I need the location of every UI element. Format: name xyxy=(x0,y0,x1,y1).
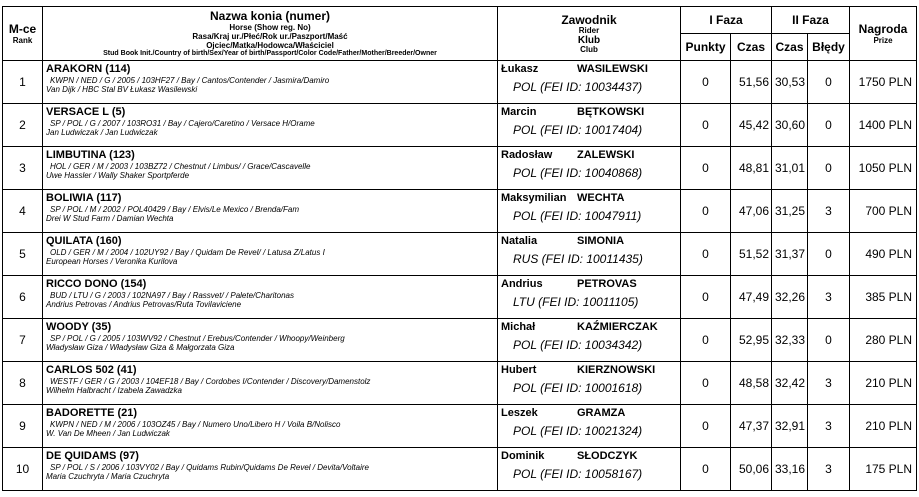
rank-header-label: M-ce xyxy=(8,22,37,36)
rider-cell xyxy=(498,362,681,405)
rider-cell xyxy=(498,276,681,319)
time1-cell: 47,37 xyxy=(731,405,772,448)
horse-name-line xyxy=(46,106,494,119)
time1-cell: 52,95 xyxy=(731,319,772,362)
horse-cell xyxy=(43,233,498,276)
time2-cell: 30,53 xyxy=(772,61,808,104)
horse-header-line4: Stud Book Init./Country of birth/Sex/Year of birth/Passport/Color Code/Father/Mother/Breeder/Owner xyxy=(103,49,437,57)
points-cell: 0 xyxy=(681,147,731,190)
horse-details: WESTF / GER / G / 2003 / 104EF18 / Bay / Cordobes I/Contender / Discovery/Damenstolz xyxy=(50,377,371,386)
faults-cell: 0 xyxy=(808,233,850,276)
time2-header: Czas xyxy=(772,34,808,61)
horse-name-line xyxy=(46,63,494,76)
rider-first-name: Marcin xyxy=(501,106,537,118)
rank-cell: 2 xyxy=(3,104,43,147)
rider-nationality: POL (FEI ID: 10034437) xyxy=(513,80,643,94)
prize-header xyxy=(850,7,917,61)
rank-cell: 4 xyxy=(3,190,43,233)
prize-header-label: Nagroda xyxy=(858,22,908,36)
horse-cell xyxy=(43,61,498,104)
faults-cell: 3 xyxy=(808,405,850,448)
rider-nationality: RUS (FEI ID: 10011435) xyxy=(513,252,643,266)
rider-last-name: WASILEWSKI xyxy=(577,63,648,75)
rank-cell: 7 xyxy=(3,319,43,362)
prize-header-en: Prize xyxy=(873,36,893,45)
faults-cell: 0 xyxy=(808,147,850,190)
rider-name xyxy=(501,192,677,205)
rider-first-name: Radosław xyxy=(501,149,553,161)
horse-name: BOLIWIA xyxy=(46,192,94,204)
faults-cell: 0 xyxy=(808,104,850,147)
table-row xyxy=(3,448,917,491)
rider-cell xyxy=(498,448,681,491)
horse-number: (5) xyxy=(111,106,126,118)
horse-breeder-owner: Van Dijk / HBC Stal BV Łukasz Wasilewski xyxy=(46,85,198,94)
prize-cell: 210 PLN xyxy=(850,362,917,405)
rider-last-name: SIMONIA xyxy=(577,235,625,247)
horse-cell xyxy=(43,362,498,405)
rank-cell: 3 xyxy=(3,147,43,190)
table-row xyxy=(3,276,917,319)
faults-cell: 0 xyxy=(808,61,850,104)
rider-name xyxy=(501,149,677,162)
time2-cell: 32,33 xyxy=(772,319,808,362)
horse-cell xyxy=(43,405,498,448)
horse-name: DE QUIDAMS xyxy=(46,450,117,462)
horse-header xyxy=(43,7,498,61)
rider-first-name: Łukasz xyxy=(501,63,539,75)
prize-cell: 210 PLN xyxy=(850,405,917,448)
horse-name: ARAKORN xyxy=(46,63,103,75)
phase1-header: I Faza xyxy=(681,7,772,34)
time1-cell: 51,56 xyxy=(731,61,772,104)
horse-name: QUILATA xyxy=(46,235,93,247)
horse-details: KWPN / NED / M / 2006 / 103OZ45 / Bay / Numero Uno/Libero H / Voila B/Nolisco xyxy=(50,420,341,429)
horse-breeder-owner: Drei W Stud Farm / Damian Wechta xyxy=(46,214,174,223)
table-row xyxy=(3,61,917,104)
horse-details: SP / POL / G / 2005 / 103WV92 / Chestnut / Erebus/Contender / Whoopy/Weinberg xyxy=(50,334,345,343)
horse-number: (41) xyxy=(116,364,137,376)
rider-cell xyxy=(498,147,681,190)
horse-header-line3a: Rasa/Kraj ur./Płeć/Rok ur./Paszport/Maść xyxy=(192,31,348,41)
horse-cell xyxy=(43,448,498,491)
rank-header xyxy=(3,7,43,61)
horse-details: SP / POL / G / 2007 / 103RO31 / Bay / Cajero/Caretino / Versace H/Orame xyxy=(50,119,315,128)
prize-cell: 490 PLN xyxy=(850,233,917,276)
rider-cell xyxy=(498,319,681,362)
horse-header-line3b: Ojciec/Matka/Hodowca/Właściciel xyxy=(206,40,334,50)
rider-last-name: ZALEWSKI xyxy=(577,149,635,161)
points-cell: 0 xyxy=(681,276,731,319)
rider-nationality: POL (FEI ID: 10017404) xyxy=(513,123,643,137)
rider-first-name: Andrius xyxy=(501,278,543,290)
horse-cell xyxy=(43,190,498,233)
horse-details: OLD / GER / M / 2004 / 102UY92 / Bay / Quidam De Revel/ / Latusa Z/Latus I xyxy=(50,248,325,257)
rank-cell: 8 xyxy=(3,362,43,405)
time1-cell: 50,06 xyxy=(731,448,772,491)
rank-cell: 5 xyxy=(3,233,43,276)
rider-header-title: Zawodnik xyxy=(561,12,617,27)
club-header-en: Club xyxy=(580,44,598,54)
horse-name: LIMBUTINA xyxy=(46,149,107,161)
rank-cell: 10 xyxy=(3,448,43,491)
club-header: Klub xyxy=(577,34,601,46)
horse-breeder-owner: Wilhelm Halbracht / Izabela Zawadzka xyxy=(46,386,182,395)
time1-cell: 48,81 xyxy=(731,147,772,190)
rider-first-name: Maksymilian xyxy=(501,192,567,204)
faults-cell: 3 xyxy=(808,362,850,405)
rider-nationality: POL (FEI ID: 10040868) xyxy=(513,166,643,180)
faults-cell: 3 xyxy=(808,276,850,319)
time1-cell: 51,52 xyxy=(731,233,772,276)
horse-header-sub: Horse (Show reg. No) xyxy=(229,22,311,32)
rider-name xyxy=(501,407,677,420)
time2-cell: 30,60 xyxy=(772,104,808,147)
rider-name xyxy=(501,278,677,291)
time2-cell: 31,25 xyxy=(772,190,808,233)
points-cell: 0 xyxy=(681,448,731,491)
points-cell: 0 xyxy=(681,104,731,147)
phase2-header: II Faza xyxy=(772,7,850,34)
horse-cell xyxy=(43,319,498,362)
horse-name: VERSACE L xyxy=(46,106,109,118)
horse-number: (21) xyxy=(117,407,138,419)
rider-cell xyxy=(498,61,681,104)
rider-last-name: SŁODCZYK xyxy=(577,450,638,462)
rider-last-name: PETROVAS xyxy=(577,278,637,290)
rider-name xyxy=(501,63,677,76)
horse-name-line xyxy=(46,407,494,420)
time1-cell: 47,06 xyxy=(731,190,772,233)
rider-name xyxy=(501,106,677,119)
faults-cell: 3 xyxy=(808,190,850,233)
horse-number: (97) xyxy=(119,450,139,462)
faults-cell: 3 xyxy=(808,448,850,491)
table-row xyxy=(3,362,917,405)
rider-cell xyxy=(498,233,681,276)
rider-first-name: Dominik xyxy=(501,450,545,462)
rider-header-en: Rider xyxy=(578,25,600,35)
rider-first-name: Natalia xyxy=(501,235,538,247)
rider-last-name: KAŹMIERCZAK xyxy=(577,321,658,333)
prize-cell: 1400 PLN xyxy=(850,104,917,147)
horse-name: CARLOS 502 xyxy=(46,364,114,376)
horse-name-line xyxy=(46,450,494,463)
rider-nationality: POL (FEI ID: 10034342) xyxy=(513,338,643,352)
time2-cell: 32,42 xyxy=(772,362,808,405)
rider-nationality: POL (FEI ID: 10058167) xyxy=(513,467,643,481)
rider-nationality: POL (FEI ID: 10001618) xyxy=(513,381,643,395)
rider-cell xyxy=(498,104,681,147)
horse-name-line xyxy=(46,364,494,377)
horse-number: (123) xyxy=(109,149,135,161)
horse-details: KWPN / NED / G / 2005 / 103HF27 / Bay / Cantos/Contender / Jasmira/Damiro xyxy=(50,76,330,85)
horse-details: HOL / GER / M / 2003 / 103BZ72 / Chestnut / Limbus/ / Grace/Cascavelle xyxy=(50,162,311,171)
rider-first-name: Michał xyxy=(501,321,536,333)
horse-name-line xyxy=(46,149,494,162)
time1-header: Czas xyxy=(731,34,772,61)
horse-number: (114) xyxy=(105,63,131,75)
faults-header: Błędy xyxy=(808,34,850,61)
rider-last-name: BĘTKOWSKI xyxy=(577,106,645,118)
points-cell: 0 xyxy=(681,61,731,104)
table-row xyxy=(3,319,917,362)
prize-cell: 385 PLN xyxy=(850,276,917,319)
rank-cell: 9 xyxy=(3,405,43,448)
rider-cell xyxy=(498,405,681,448)
points-cell: 0 xyxy=(681,233,731,276)
horse-breeder-owner: Maria Czuchryta / Maria Czuchryta xyxy=(46,472,170,481)
horse-name: WOODY xyxy=(46,321,89,333)
rider-last-name: WECHTA xyxy=(577,192,625,204)
rider-first-name: Hubert xyxy=(501,364,537,376)
rider-header xyxy=(498,7,681,61)
horse-number: (35) xyxy=(91,321,112,333)
table-row xyxy=(3,405,917,448)
horse-number: (117) xyxy=(96,192,122,204)
rider-nationality: LTU (FEI ID: 10011105) xyxy=(513,295,639,309)
faults-cell: 0 xyxy=(808,319,850,362)
rank-header-en: Rank xyxy=(12,36,33,45)
horse-name-line xyxy=(46,321,494,334)
horse-name: RICCO DONO xyxy=(46,278,118,290)
prize-cell: 280 PLN xyxy=(850,319,917,362)
time1-cell: 47,49 xyxy=(731,276,772,319)
rider-cell xyxy=(498,190,681,233)
rider-first-name: Leszek xyxy=(501,407,538,419)
rider-name xyxy=(501,235,677,248)
horse-name: BADORETTE xyxy=(46,407,115,419)
results-table xyxy=(2,6,917,491)
horse-breeder-owner: W. Van De Mheen / Jan Ludwiczak xyxy=(46,429,170,438)
rider-name xyxy=(501,321,677,334)
horse-details: SP / POL / M / 2002 / POL40429 / Bay / Elvis/Le Mexico / Brenda/Fam xyxy=(50,205,300,214)
horse-details: BUD / LTU / G / 2003 / 102NA97 / Bay / Rassvet/ / Palete/Charitonas xyxy=(50,291,294,300)
time1-cell: 48,58 xyxy=(731,362,772,405)
horse-details: SP / POL / S / 2006 / 103VY02 / Bay / Quidams Rubin/Quidams De Revel / Devita/Voltaire xyxy=(50,463,369,472)
horse-cell xyxy=(43,147,498,190)
rider-nationality: POL (FEI ID: 10047911) xyxy=(513,209,642,223)
table-row xyxy=(3,104,917,147)
horse-number: (154) xyxy=(120,278,147,290)
horse-name-line xyxy=(46,235,494,248)
points-cell: 0 xyxy=(681,319,731,362)
horse-number: (160) xyxy=(95,235,122,247)
horse-breeder-owner: Jan Ludwiczak / Jan Ludwiczak xyxy=(46,128,158,137)
horse-breeder-owner: European Horses / Veronika Kurilova xyxy=(46,257,178,266)
horse-cell xyxy=(43,276,498,319)
time2-cell: 32,91 xyxy=(772,405,808,448)
time2-cell: 31,37 xyxy=(772,233,808,276)
horse-name-line xyxy=(46,192,494,205)
horse-breeder-owner: Uwe Hassler / Wally Shaker Sportpferde xyxy=(46,171,190,180)
rider-last-name: KIERZNOWSKI xyxy=(577,364,656,376)
prize-cell: 175 PLN xyxy=(850,448,917,491)
time2-cell: 31,01 xyxy=(772,147,808,190)
time1-cell: 45,42 xyxy=(731,104,772,147)
horse-breeder-owner: Władysław Giza / Władysław Giza & Małgorzata Giza xyxy=(46,343,235,352)
points-cell: 0 xyxy=(681,362,731,405)
rank-cell: 6 xyxy=(3,276,43,319)
prize-cell: 700 PLN xyxy=(850,190,917,233)
rider-name xyxy=(501,364,677,377)
time2-cell: 33,16 xyxy=(772,448,808,491)
time2-cell: 32,26 xyxy=(772,276,808,319)
prize-cell: 1750 PLN xyxy=(850,61,917,104)
horse-cell xyxy=(43,104,498,147)
horse-breeder-owner: Andrius Petrovas / Andrius Petrovas/Ruta Tovilaviciene xyxy=(46,300,242,309)
prize-cell: 1050 PLN xyxy=(850,147,917,190)
rider-last-name: GRAMZA xyxy=(577,407,626,419)
rider-name xyxy=(501,450,677,463)
points-cell: 0 xyxy=(681,405,731,448)
rank-cell: 1 xyxy=(3,61,43,104)
points-cell: 0 xyxy=(681,190,731,233)
horse-name-line xyxy=(46,278,494,291)
rider-nationality: POL (FEI ID: 10021324) xyxy=(513,424,643,438)
table-row xyxy=(3,190,917,233)
horse-header-title: Nazwa konia (numer) xyxy=(209,8,331,23)
table-row xyxy=(3,147,917,190)
table-row xyxy=(3,233,917,276)
points-header: Punkty xyxy=(681,34,731,61)
